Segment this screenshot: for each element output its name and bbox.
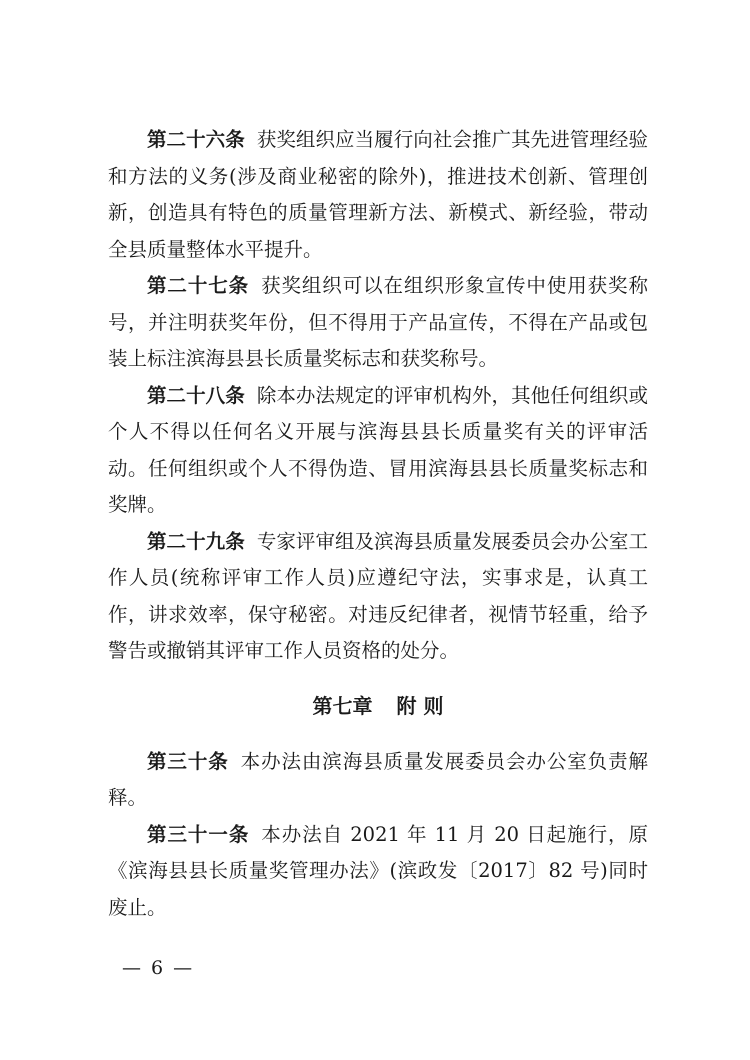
chapter-number: 第七章 <box>312 693 373 718</box>
article-31 <box>108 817 648 927</box>
article-number: 第三十条 <box>147 749 229 773</box>
article-26 <box>108 122 648 268</box>
article-text: 获奖组织可以在组织形象宣传中使用获奖称号，并注明获奖年份，但不得用于产品宣传，不得在产品或包装上标注滨海县县长质量奖标志和获奖称号。 <box>108 274 648 370</box>
article-27 <box>108 268 648 378</box>
article-28 <box>108 378 648 524</box>
article-text: 本办法自 2021 年 11 月 20 日起施行，原《滨海县县长质量奖管理办法》(滨政发〔2017〕82 号)同时废止。 <box>108 822 648 919</box>
article-number: 第二十七条 <box>147 274 250 297</box>
article-text: 除本办法规定的评审机构外，其他任何组织或个人不得以任何名义开展与滨海县县长质量奖有关的评审活动。任何组织或个人不得伪造、冒用滨海县县长质量奖标志和奖牌。 <box>108 383 648 516</box>
page-number: — 6 — <box>122 957 195 979</box>
article-text: 专家评审组及滨海县质量发展委员会办公室工作人员(统称评审工作人员)应遵纪守法，实事求是，认真工作，讲求效率，保守秘密。对违反纪律者，视情节轻重，给予警告或撤销其评审工作人员资格的处分。 <box>108 529 648 662</box>
article-number: 第二十八条 <box>147 383 245 407</box>
document-body <box>108 122 648 926</box>
chapter-heading <box>108 688 648 724</box>
chapter-title: 附 则 <box>396 693 444 718</box>
article-number: 第三十一条 <box>147 822 250 846</box>
article-number: 第二十九条 <box>147 529 245 553</box>
article-text: 获奖组织应当履行向社会推广其先进管理经验和方法的义务(涉及商业秘密的除外)，推进技术创新、管理创新，创造具有特色的质量管理新方法、新模式、新经验，带动全县质量整体水平提升。 <box>108 128 648 261</box>
article-text: 本办法由滨海县质量发展委员会办公室负责解释。 <box>108 749 648 809</box>
article-number: 第二十六条 <box>147 128 245 151</box>
article-30 <box>108 744 648 817</box>
article-29 <box>108 524 648 670</box>
